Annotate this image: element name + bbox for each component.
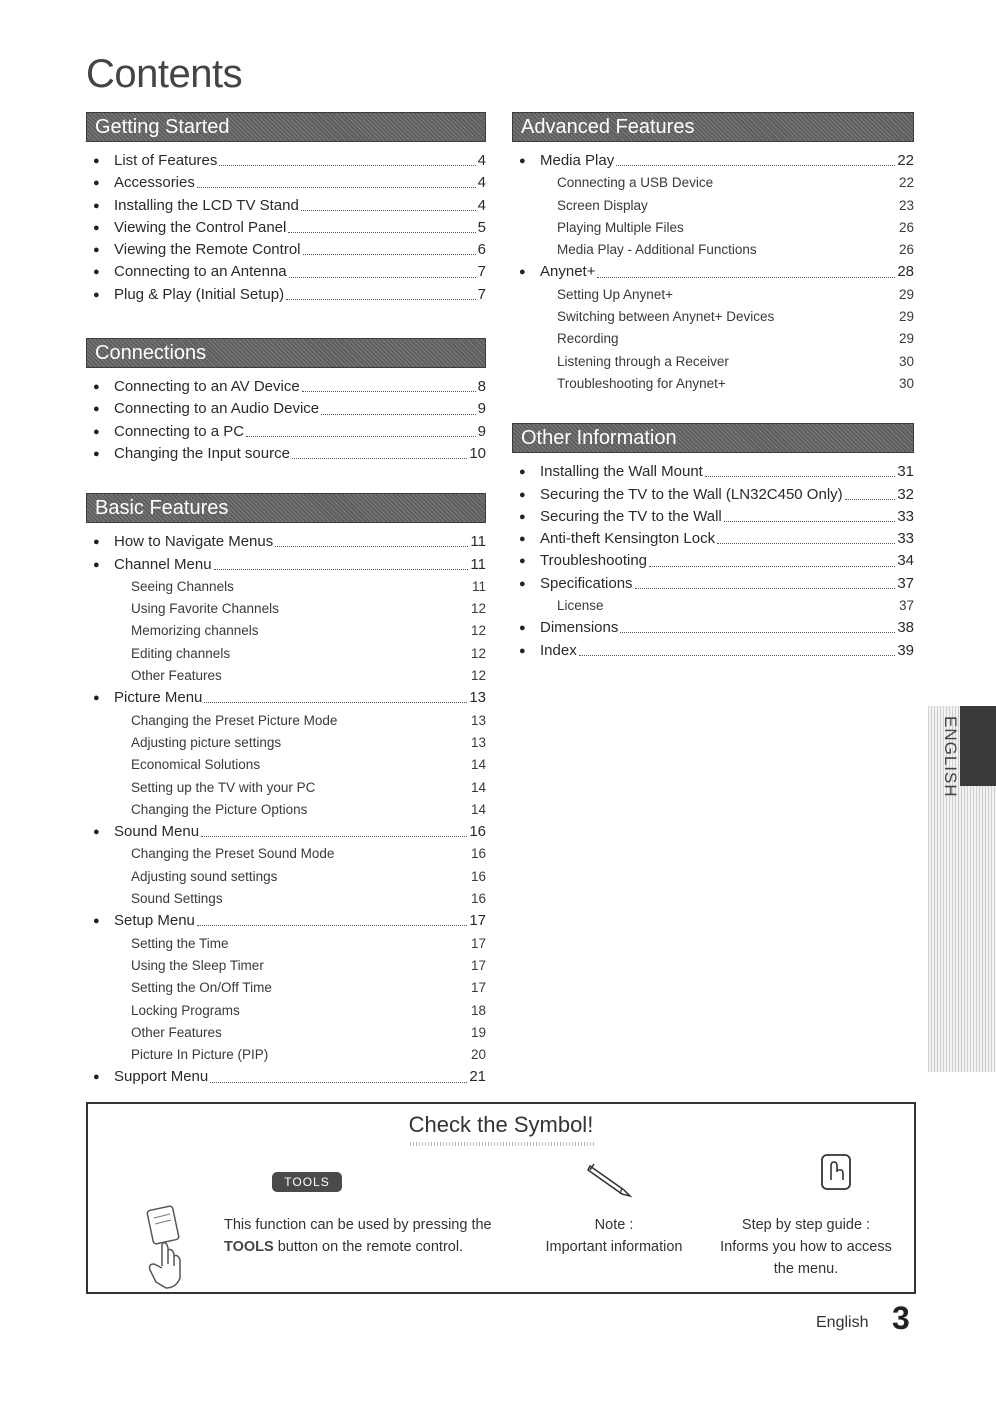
bullet-icon: ● (519, 466, 526, 479)
entry-label: Specifications (540, 574, 633, 592)
entry-label: Sound Settings (131, 891, 223, 907)
bullet-icon: ● (93, 244, 100, 257)
dot-leader (635, 587, 896, 589)
entry-page-number: 31 (897, 463, 914, 481)
toc-entry (512, 461, 914, 483)
toc-entry (86, 150, 486, 172)
entry-page-number: 7 (477, 263, 486, 281)
side-tab-label: ENGLISH (941, 716, 960, 798)
toc-subentry (512, 284, 914, 306)
entry-label: Adjusting picture settings (131, 734, 282, 750)
toc-entry (512, 150, 914, 172)
note-text: Important information (545, 1239, 683, 1255)
entry-page-number: 11 (470, 555, 486, 573)
toc-subentry (86, 576, 486, 598)
entry-page-number: 11 (471, 578, 486, 594)
entry-label: Picture In Picture (PIP) (131, 1047, 269, 1063)
toc-subentry (86, 710, 486, 732)
bullet-icon: ● (93, 155, 100, 167)
dot-leader (197, 924, 467, 926)
bullet-icon: ● (519, 577, 526, 590)
remote-hand-icon (136, 1204, 200, 1290)
toc-subentry (86, 754, 486, 776)
bullet-icon: ● (519, 155, 526, 167)
entry-page-number: 5 (477, 218, 486, 236)
toc-subentry (86, 977, 486, 999)
entry-label: Viewing the Control Panel (114, 218, 287, 236)
entry-label: Index (540, 641, 577, 659)
entry-page-number: 22 (897, 152, 914, 169)
bullet-icon: ● (93, 447, 100, 460)
toc-subentry (86, 620, 486, 642)
bullet-icon: ● (519, 644, 526, 657)
bullet-icon: ● (93, 199, 100, 212)
entry-list (86, 531, 486, 1088)
entry-label: Dimensions (540, 619, 619, 637)
bullet-icon: ● (519, 622, 526, 635)
toc-subentry (512, 172, 914, 194)
dot-leader (286, 298, 476, 300)
entry-list (512, 150, 914, 395)
toc-subentry (86, 799, 486, 821)
entry-page-number: 12 (470, 645, 486, 661)
tools-description (224, 1214, 524, 1258)
toc-entry (86, 687, 486, 709)
toc-entry (512, 506, 914, 528)
toc-subentry (86, 665, 486, 687)
toc-subentry (512, 195, 914, 217)
entry-page-number: 12 (470, 601, 486, 617)
toc-entry (512, 640, 914, 662)
entry-label: Media Play (540, 152, 615, 169)
entry-page-number: 17 (470, 957, 486, 973)
entry-label: Setting up the TV with your PC (131, 779, 316, 795)
entry-page-number: 13 (470, 734, 486, 750)
entry-label: Setting the On/Off Time (131, 980, 272, 996)
entry-label: Securing the TV to the Wall (LN32C450 Only) (540, 485, 843, 503)
tools-desc-line2: button on the remote control. (273, 1239, 464, 1255)
entry-label: Listening through a Receiver (557, 353, 729, 369)
toc-entry (86, 443, 486, 465)
entry-label: Troubleshooting for Anynet+ (557, 375, 726, 391)
bullet-icon: ● (519, 266, 526, 279)
bullet-icon: ● (519, 555, 526, 568)
entry-page-number: 11 (470, 533, 486, 551)
check-symbol-box (86, 1102, 916, 1294)
entry-page-number: 29 (898, 286, 914, 302)
page-title: Contents (86, 52, 243, 96)
entry-page-number: 30 (898, 353, 914, 369)
entry-page-number: 16 (469, 823, 486, 841)
entry-page-number: 4 (477, 152, 486, 169)
symbol-box-title: Check the Symbol! (408, 1112, 594, 1137)
entry-page-number: 33 (897, 507, 914, 525)
dot-leader (301, 209, 476, 211)
toc-subentry (86, 643, 486, 665)
bullet-icon: ● (519, 510, 526, 523)
bullet-icon: ● (93, 826, 100, 839)
dot-leader (302, 390, 476, 392)
toc-subentry (86, 1044, 486, 1066)
entry-page-number: 26 (898, 242, 914, 258)
toc-subentry (86, 598, 486, 620)
entry-label: Switching between Anynet+ Devices (557, 309, 775, 325)
entry-list (86, 150, 486, 306)
toc-subentry (512, 373, 914, 395)
entry-page-number: 29 (898, 331, 914, 347)
section-heading: Basic Features (86, 493, 486, 523)
dot-leader (597, 276, 895, 278)
entry-page-number: 7 (477, 285, 486, 303)
entry-label: Anynet+ (540, 263, 596, 281)
toc-entry (86, 398, 486, 420)
toc-right-column (512, 112, 914, 662)
section-other-information (512, 423, 914, 662)
toc-entry (512, 617, 914, 639)
toc-subentry (86, 866, 486, 888)
entry-page-number: 22 (898, 175, 914, 191)
bullet-icon: ● (93, 425, 100, 438)
step-label: Step by step guide : (741, 1217, 871, 1233)
toc-entry (512, 484, 914, 506)
dot-leader (845, 498, 896, 500)
section-connections (86, 338, 486, 465)
dot-leader (201, 835, 467, 837)
entry-page-number: 20 (470, 1047, 486, 1063)
dot-leader (649, 565, 895, 567)
bullet-icon: ● (519, 488, 526, 501)
toc-entry (86, 195, 486, 217)
toc-entry (86, 217, 486, 239)
toc-entry (512, 550, 914, 572)
bullet-icon: ● (93, 915, 100, 928)
entry-page-number: 14 (470, 801, 486, 817)
bullet-icon: ● (93, 288, 100, 301)
entry-page-number: 12 (470, 623, 486, 639)
entry-page-number: 19 (470, 1024, 486, 1040)
entry-label: List of Features (114, 152, 218, 169)
section-heading: Advanced Features (512, 112, 914, 142)
bullet-icon: ● (93, 177, 100, 190)
entry-label: Connecting to a PC (114, 422, 245, 440)
dot-leader (204, 701, 467, 703)
section-heading: Other Information (512, 423, 914, 453)
entry-label: Connecting to an AV Device (114, 378, 300, 396)
entry-label: Adjusting sound settings (131, 868, 278, 884)
entry-label: Changing the Input source (114, 444, 290, 462)
entry-label: Using Favorite Channels (131, 601, 279, 617)
entry-label: Recording (557, 331, 619, 347)
dot-leader (214, 568, 469, 570)
entry-page-number: 12 (470, 668, 486, 684)
entry-label: Screen Display (557, 197, 648, 213)
dot-leader (288, 231, 475, 233)
toc-subentry (512, 328, 914, 350)
entry-label: Connecting a USB Device (557, 175, 714, 191)
toc-subentry (86, 955, 486, 977)
toc-subentry (86, 843, 486, 865)
entry-label: Changing the Preset Sound Mode (131, 846, 335, 862)
entry-label: Other Features (131, 668, 222, 684)
toc-entry (86, 531, 486, 553)
dot-leader (321, 413, 476, 415)
bullet-icon: ● (93, 692, 100, 705)
entry-label: Plug & Play (Initial Setup) (114, 285, 285, 303)
bullet-icon: ● (93, 403, 100, 416)
section-basic-features (86, 493, 486, 1088)
section-heading: Connections (86, 338, 486, 368)
entry-label: Media Play - Additional Functions (557, 242, 757, 258)
entry-page-number: 34 (897, 552, 914, 570)
toc-entry (86, 172, 486, 194)
bullet-icon: ● (93, 221, 100, 234)
entry-page-number: 14 (470, 757, 486, 773)
dot-leader (292, 457, 467, 459)
entry-label: How to Navigate Menus (114, 533, 274, 551)
dot-leader (210, 1081, 467, 1083)
dot-leader (275, 545, 468, 547)
bullet-icon: ● (93, 266, 100, 279)
entry-page-number: 29 (898, 309, 914, 325)
entry-page-number: 4 (477, 196, 486, 214)
entry-page-number: 17 (470, 980, 486, 996)
entry-page-number: 9 (477, 400, 486, 418)
tools-badge-icon: TOOLS (272, 1172, 342, 1192)
section-advanced-features (512, 112, 914, 395)
toc-subentry (86, 777, 486, 799)
entry-page-number: 38 (897, 619, 914, 637)
toc-entry (86, 261, 486, 283)
entry-page-number: 10 (469, 444, 486, 462)
entry-page-number: 37 (898, 598, 914, 614)
toc-entry (86, 239, 486, 261)
toc-entry (86, 284, 486, 306)
toc-subentry (86, 1022, 486, 1044)
entry-label: Changing the Picture Options (131, 801, 308, 817)
entry-page-number: 13 (470, 712, 486, 728)
dot-leader (197, 186, 476, 188)
entry-page-number: 28 (897, 263, 914, 281)
bullet-icon: ● (519, 533, 526, 546)
toc-subentry (512, 217, 914, 239)
entry-page-number: 21 (469, 1068, 486, 1086)
toc-subentry (86, 933, 486, 955)
bullet-icon: ● (93, 558, 100, 571)
entry-page-number: 9 (477, 422, 486, 440)
dot-leader (579, 654, 896, 656)
section-getting-started (86, 112, 486, 306)
entry-label: Setting the Time (131, 935, 229, 951)
note-description (540, 1214, 688, 1258)
entry-page-number: 14 (470, 779, 486, 795)
entry-page-number: 30 (898, 375, 914, 391)
title-underline (410, 1142, 594, 1146)
side-tab-marker (960, 706, 996, 786)
entry-list (512, 461, 914, 662)
toc-entry (86, 1066, 486, 1088)
toc-entry (86, 554, 486, 576)
entry-page-number: 6 (477, 241, 486, 259)
bullet-icon: ● (93, 536, 100, 549)
entry-label: Viewing the Remote Control (114, 241, 301, 259)
toc-subentry (512, 595, 914, 617)
toc-entry (512, 528, 914, 550)
entry-page-number: 23 (898, 197, 914, 213)
dot-leader (616, 164, 895, 166)
dot-leader (705, 475, 895, 477)
dot-leader (289, 276, 476, 278)
entry-label: Playing Multiple Files (557, 219, 684, 235)
entry-page-number: 17 (469, 912, 486, 930)
bullet-icon: ● (93, 1071, 100, 1084)
footer-language: English (816, 1314, 869, 1331)
dot-leader (219, 164, 475, 166)
entry-label: Memorizing channels (131, 623, 259, 639)
entry-label: Connecting to an Antenna (114, 263, 287, 281)
entry-label: Installing the LCD TV Stand (114, 196, 299, 214)
entry-label: Seeing Channels (131, 578, 234, 594)
entry-label: Connecting to an Audio Device (114, 400, 320, 418)
entry-label: Setup Menu (114, 912, 195, 930)
entry-label: Other Features (131, 1024, 222, 1040)
entry-label: Channel Menu (114, 555, 212, 573)
entry-page-number: 16 (470, 891, 486, 907)
entry-label: Accessories (114, 174, 195, 192)
entry-label: Changing the Preset Picture Mode (131, 712, 338, 728)
entry-label: Locking Programs (131, 1002, 240, 1018)
entry-list (86, 376, 486, 465)
entry-label: Picture Menu (114, 689, 203, 707)
toc-subentry (86, 888, 486, 910)
toc-entry (86, 421, 486, 443)
toc-entry (86, 376, 486, 398)
entry-page-number: 18 (470, 1002, 486, 1018)
toc-entry (86, 910, 486, 932)
dot-leader (724, 520, 896, 522)
entry-page-number: 33 (897, 530, 914, 548)
entry-label: License (557, 598, 604, 614)
dot-leader (246, 435, 476, 437)
entry-label: Setting Up Anynet+ (557, 286, 673, 302)
entry-page-number: 17 (470, 935, 486, 951)
toc-subentry (86, 1000, 486, 1022)
entry-page-number: 32 (897, 485, 914, 503)
entry-page-number: 13 (469, 689, 486, 707)
bullet-icon: ● (93, 381, 100, 394)
step-text: Informs you how to access the menu. (720, 1239, 892, 1277)
dot-leader (620, 631, 895, 633)
dot-leader (717, 542, 895, 544)
entry-label: Editing channels (131, 645, 231, 661)
entry-label: Securing the TV to the Wall (540, 507, 722, 525)
page-number: 3 (892, 1300, 910, 1336)
entry-page-number: 16 (470, 846, 486, 862)
toc-entry (86, 821, 486, 843)
tools-keyword: TOOLS (224, 1239, 274, 1255)
entry-page-number: 37 (897, 574, 914, 592)
entry-page-number: 39 (897, 641, 914, 659)
note-label: Note : (594, 1217, 634, 1233)
pencil-note-icon (586, 1160, 636, 1200)
entry-page-number: 8 (477, 378, 486, 396)
entry-label: Sound Menu (114, 823, 200, 841)
toc-subentry (86, 732, 486, 754)
entry-page-number: 16 (470, 868, 486, 884)
entry-label: Using the Sleep Timer (131, 957, 264, 973)
dot-leader (303, 253, 476, 255)
toc-subentry (512, 306, 914, 328)
entry-label: Support Menu (114, 1068, 209, 1086)
step-guide-icon (821, 1154, 851, 1190)
entry-label: Anti-theft Kensington Lock (540, 530, 716, 548)
toc-entry (512, 261, 914, 283)
step-description (713, 1214, 899, 1280)
entry-page-number: 26 (898, 219, 914, 235)
toc-subentry (512, 239, 914, 261)
section-heading: Getting Started (86, 112, 486, 142)
entry-label: Economical Solutions (131, 757, 261, 773)
toc-subentry (512, 351, 914, 373)
entry-label: Troubleshooting (540, 552, 648, 570)
toc-entry (512, 573, 914, 595)
toc-left-column (86, 112, 486, 1089)
entry-page-number: 4 (477, 174, 486, 192)
tools-desc-line1: This function can be used by pressing the (224, 1217, 492, 1233)
entry-label: Installing the Wall Mount (540, 463, 703, 481)
